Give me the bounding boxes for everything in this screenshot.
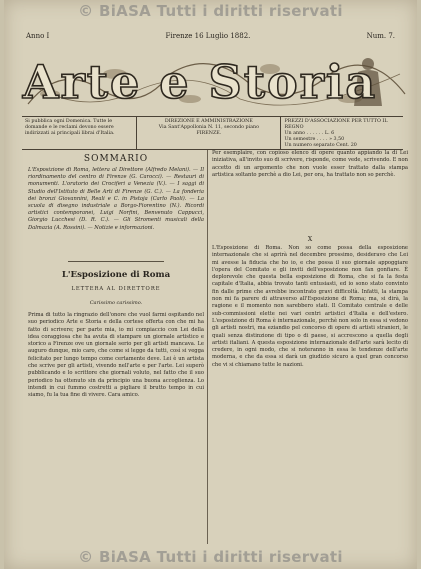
- publication-note: Si pubblica ogni Domenica. Tutte le domande e le reclami devono essere indirizzati ai principali librai d'Italia.: [22, 117, 137, 149]
- address-city: FIRENZE.: [196, 131, 222, 136]
- publication-address: [137, 117, 281, 149]
- right-paragraph-1: Per esemplaire, con copioso elenco di opere quanto appiando la di Lei iniziativa, all'invito suo di scrivere, risponde, come vede, scrivendo. E non accetto di un argomento che non vuole esser trattato dalla stampa artistica soltanto perchè a dio Lei, per ora, ha trattato non so perchè.: [212, 150, 408, 178]
- price-line: Un semestre . . . . » 3,50: [284, 137, 345, 142]
- issue-date: Firenze 16 Luglio 1882.: [165, 32, 251, 40]
- watermark-top: © BiASA Tutti i diritti riservati: [78, 2, 343, 20]
- price-line: Un anno . . . . . . L. 6: [284, 131, 335, 136]
- left-column: [28, 150, 204, 546]
- prices-title: PREZZI D'ASSOCIAZIONE PER TUTTO IL REGNO: [284, 119, 388, 130]
- article-body: Prima di tutto la ringrazio dell'onore che vuol farmi ospitando nel suo periodico Arte e Storia e della cortese offerta con che mi ha fatto di scrivere; per parte mia, io mi compiaccio con Lei della idea coraggiosa che ha avuta di stampare un giornale artistico e storico a Firenze ove un giornale serio per gli artisti mancava. Le auguro dunque, mio caro, che come si legge da tutti, così si vegga felicitato per lungo tempo come certamente deve. Lei è un artista che scrive per gli artisti, vivendo nell'arte e per l'arte. Lei superò pubblicando e lo scrittore che giornali voluto, nel fatto che il suo periodico ha ottenuto sin da principio una buona accoglienza. Lo intendi in cui fummo costretti a pigliare il brutto tempo in cui siamo, fu la tua fine di vivere. Cara amico.: [28, 312, 204, 399]
- sommario-text: L'Esposizione di Roma, lettera al Direttore (Alfredo Melani). — Il riordinamento del centro di Firenze (G. Carocci). — Restauri di monumenti. L'oratorio dei Crociferi a Venezia (V.). — I saggi di Studio dell'Istituto di Belle Arti di Firenze (G. C.). — La fonderia dei bronzi Giovannini, Reali e C. in Pistoja (Carlo Paoli). — La scuola di disegno industriale a Borgo-Fiorentino (N.). Ricordi artistici contemporanei, Luigi Norfini, Benvenuto Cappucci, Giorgio Lucchesi (D. R. C.). — Gli Stromenti musicali della Dalmazia (A. Rossini). — Notizie e informazioni.: [28, 167, 204, 231]
- article-headline: L'Esposizione di Roma: [61, 270, 171, 280]
- section-rule: [68, 261, 164, 262]
- article-salutation: Carissimo carissimo.: [89, 300, 143, 306]
- masthead-title: Arte e Storia: [22, 55, 378, 109]
- subscription-prices: [281, 117, 403, 149]
- watermark-bottom: © BiASA Tutti i diritti riservati: [78, 548, 343, 566]
- address-title: DIREZIONE E AMMINISTRAZIONE: [164, 119, 253, 124]
- issue-year: Anno I: [26, 32, 50, 40]
- newspaper-page: [4, 0, 417, 569]
- masthead: [20, 44, 412, 116]
- publication-info-bar: [22, 116, 403, 150]
- section-separator: X: [307, 236, 313, 243]
- article-subhead: LETTERA AL DIRETTORE: [71, 286, 161, 292]
- price-line: Un numero separato Cent. 20: [284, 143, 357, 148]
- right-paragraph-2: L'Esposizione di Roma. Non so come possa della esposizione internazionale che si aprirà nel decembre prossimo, desideravo che Lei mi avesse la fiducia che ho io, e che possa il suo giornale appoggiare l'opera del Comitato e gli inviti dell'esposizione non fan gonfiare. È deplorevole che questa bella esposizione di Roma, che si fa la festa capitale d'Italia, abbia trovato tanti entusiasti, ed io sono stato convinto fin dalle prime che avrebbe incontrato gravi difficoltà. Infatti, la stampa non mi fa parere di attraverso all'Esposizione di Roma; ma, si dirà, la ragione e il momento non sarebbero stati. Il Comitato centrale e delle sub-commissioni elette nei vari centri artistici d'Italia e dell'estero. L'esposizione di Roma è internazionale, perchè non solo in essa si vedono gli artisti nostri, ma eziandio pel concorso di opere di artisti stranieri, le quali senza distinzione di tipo o di paese, si accrescono a quella degli artisti italiani. A questa esposizione internazionale dell'arte sarà lecito di credere, in ogni modo, che si noteranno in essa le tendenze dell'arte moderna, e che da essa si darà un giudizio sicuro a quel gran concorso che vi si chiamano tutte le nazioni.: [212, 245, 408, 368]
- right-column: [212, 150, 408, 546]
- issue-info-line: [26, 30, 395, 42]
- address-street: Via Sant'Appollonia N. 11, secondo piano: [158, 125, 260, 130]
- column-divider: [207, 150, 208, 544]
- sommario-title: SOMMARIO: [83, 154, 149, 164]
- masthead-illustration: [20, 44, 412, 116]
- issue-number: Num. 7.: [366, 32, 395, 40]
